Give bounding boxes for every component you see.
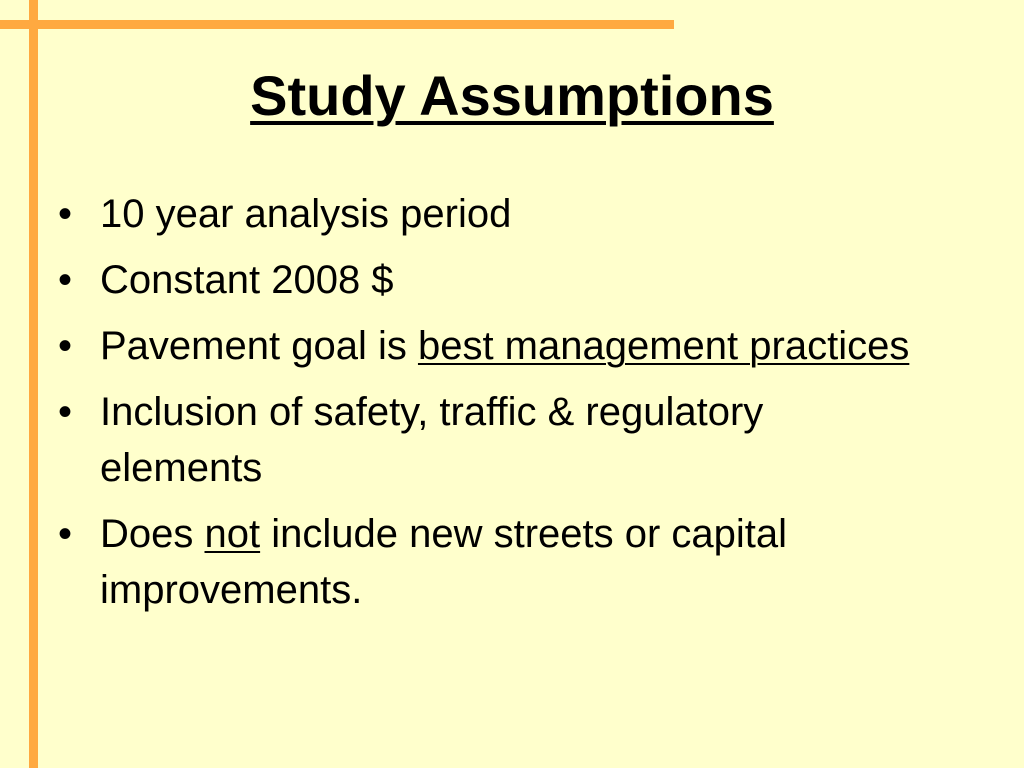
slide-title: Study Assumptions bbox=[250, 64, 774, 127]
bullet-list bbox=[58, 186, 918, 628]
bullet-dot: • bbox=[58, 192, 73, 236]
bullet-item bbox=[58, 318, 918, 374]
bullet-item bbox=[58, 252, 918, 308]
bullet-underlined-text: best management practices bbox=[417, 324, 910, 368]
bullet-dot: • bbox=[58, 324, 73, 368]
bullet-text-continued: include new streets or capital improvements. bbox=[100, 512, 788, 612]
bullet-item bbox=[58, 506, 918, 618]
bullet-underlined-text: not bbox=[204, 512, 261, 556]
bullet-text: Constant 2008 $ bbox=[100, 258, 394, 302]
bullet-text: 10 year analysis period bbox=[100, 192, 512, 236]
bullet-dot: • bbox=[58, 512, 73, 556]
bullet-item bbox=[58, 384, 918, 496]
horizontal-accent-rule bbox=[0, 20, 674, 29]
bullet-text: Inclusion of safety, traffic & regulatory elements bbox=[100, 390, 764, 490]
bullet-item bbox=[58, 186, 918, 242]
bullet-dot: • bbox=[58, 390, 73, 434]
bullet-text: Does bbox=[100, 512, 205, 556]
bullet-dot: • bbox=[58, 258, 73, 302]
bullet-text: Pavement goal is bbox=[100, 324, 418, 368]
